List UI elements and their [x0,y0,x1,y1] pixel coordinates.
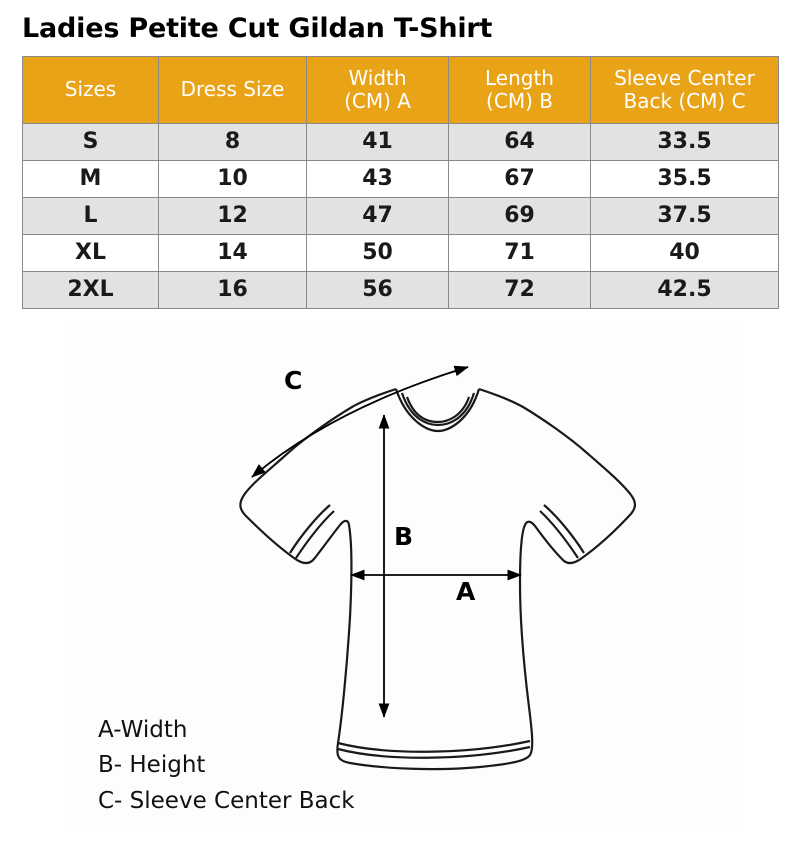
table-row [23,197,779,234]
column-header-sleeve [591,56,779,123]
table-row [23,123,779,160]
cell-dress-size: 8 [159,123,307,160]
column-header-width [307,56,449,123]
cell-size: S [23,123,159,160]
legend-item-sleeve: C- Sleeve Center Back [98,788,355,815]
table-body [23,123,779,308]
cell-length: 72 [449,271,591,308]
column-header-length [449,56,591,123]
cell-dress-size: 14 [159,234,307,271]
column-header-length-line1: Length [485,65,554,90]
cell-sleeve: 33.5 [591,123,779,160]
cell-dress-size: 12 [159,197,307,234]
table-row [23,234,779,271]
column-header-dress-size [159,56,307,123]
cell-sleeve: 42.5 [591,271,779,308]
column-header-sleeve-line1: Sleeve Center [614,65,755,90]
cell-width: 41 [307,123,449,160]
cell-length: 69 [449,197,591,234]
column-header-length-line2: (CM) B [486,88,553,113]
table-row [23,271,779,308]
measure-a-label: A [456,576,476,606]
page-title: Ladies Petite Cut Gildan T-Shirt [22,13,493,44]
tshirt-diagram [66,327,738,832]
cell-sleeve: 35.5 [591,160,779,197]
cell-length: 67 [449,160,591,197]
diagram-legend [98,713,355,820]
cell-length: 64 [449,123,591,160]
column-header-dress-size-line1: Dress Size [180,77,285,102]
cell-length: 71 [449,234,591,271]
cell-dress-size: 10 [159,160,307,197]
column-header-width-line1: Width [348,65,407,90]
column-header-sizes-line1: Sizes [64,77,117,102]
legend-item-height: B- Height [98,752,206,779]
cell-width: 56 [307,271,449,308]
cell-size: 2XL [23,271,159,308]
cell-sleeve: 40 [591,234,779,271]
legend-item-width: A-Width [98,716,188,743]
column-header-sleeve-line2: Back (CM) C [623,88,746,113]
cell-width: 43 [307,160,449,197]
cell-size: L [23,197,159,234]
table-header-row [23,56,779,123]
cell-sleeve: 37.5 [591,197,779,234]
measure-b-label: B [394,521,414,551]
cell-dress-size: 16 [159,271,307,308]
tshirt-outline [240,389,635,769]
column-header-width-line2: (CM) A [344,88,411,113]
table-row [23,160,779,197]
cell-size: M [23,160,159,197]
table-header [23,56,779,123]
measure-c-label: C [284,365,303,395]
size-table [22,56,779,309]
column-header-sizes [23,56,159,123]
cell-width: 47 [307,197,449,234]
cell-width: 50 [307,234,449,271]
cell-size: XL [23,234,159,271]
